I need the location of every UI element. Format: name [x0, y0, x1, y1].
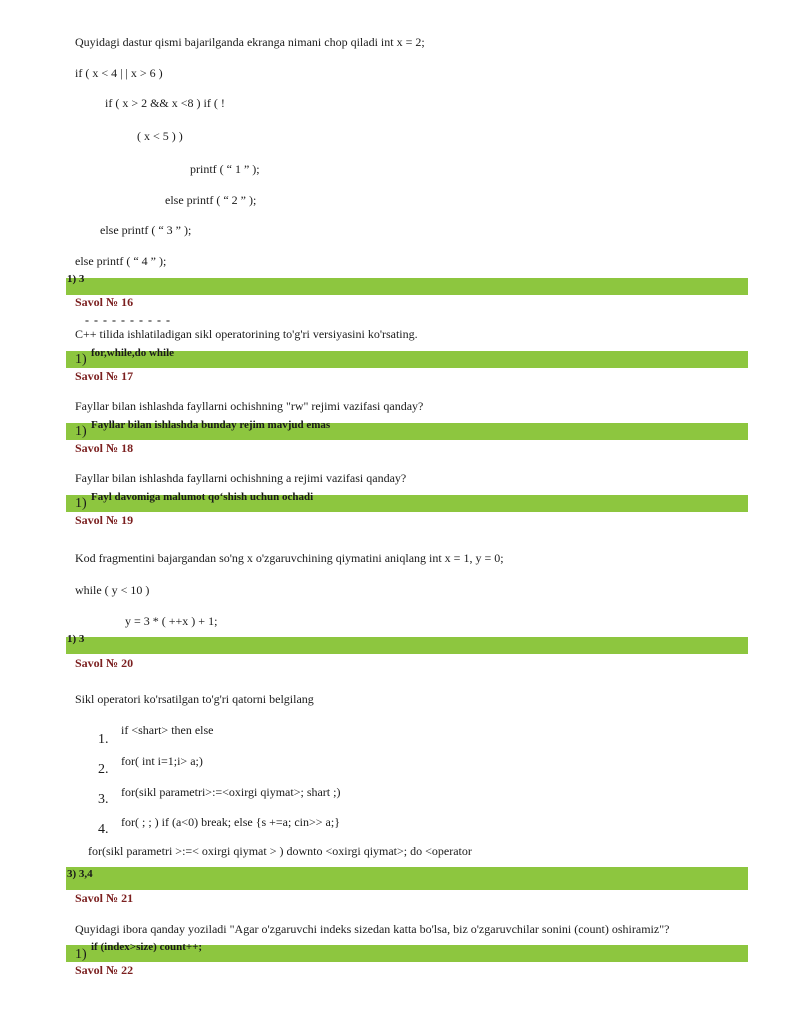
code-line: if ( x < 4 | | x > 6 ) — [75, 66, 163, 80]
code-line: y = 3 * ( ++x ) + 1; — [125, 614, 218, 628]
option-number: 4. — [98, 822, 109, 837]
option-text: if <shart> then else — [121, 723, 214, 737]
option-text: for( ; ; ) if (a<0) break; else {s +=a; cin>> a;} — [121, 815, 340, 829]
answer-text: for,while,do while — [91, 347, 175, 359]
question-text: Quyidagi ibora qanday yoziladi "Agar o'zgaruvchi indeks sizedan katta bo'lsa, biz o'zgaruvchilar sonini (count) oshiramiz"? — [75, 922, 670, 936]
code-line: else printf ( “ 2 ” ); — [165, 193, 257, 207]
answer-highlight — [66, 867, 748, 890]
answer-number: 1) — [75, 352, 87, 367]
option-text: for( int i=1;i> a;) — [121, 754, 203, 768]
option-text: for(sikl parametri>:=<oxirgi qiymat>; shart ;) — [121, 785, 341, 799]
answer-text: Fayl davomiga malumot qo‘shish uchun ochadi — [91, 491, 314, 503]
code-line: else printf ( “ 4 ” ); — [75, 254, 167, 268]
answer-number: 1) — [75, 947, 87, 962]
code-line: while ( y < 10 ) — [75, 583, 150, 597]
question-text: Fayllar bilan ishlashda fayllarni ochishning a rejimi vazifasi qanday? — [75, 471, 407, 485]
option-number: 2. — [98, 762, 109, 777]
question-number: Savol № 22 — [75, 963, 134, 977]
question-text: C++ tilida ishlatiladigan sikl operatorining to'g'ri versiyasini ko'rsating. — [75, 327, 418, 341]
question-text: Quyidagi dastur qismi bajarilganda ekranga nimani chop qiladi int x = 2; — [75, 35, 425, 49]
question-number: Savol № 21 — [75, 891, 134, 905]
option-extra-text: for(sikl parametri >:=< oxirgi qiymat > ) downto <oxirgi qiymat>; do <operator — [88, 844, 472, 858]
code-line: if ( x > 2 && x <8 ) if ( ! — [105, 96, 225, 110]
dashes: - - - - - - - - - - — [85, 313, 171, 327]
answer-text: Fayllar bilan ishlashda bunday rejim mavjud emas — [91, 419, 331, 431]
code-line: else printf ( “ 3 ” ); — [100, 223, 192, 237]
code-line: printf ( “ 1 ” ); — [190, 162, 260, 176]
question-number: Savol № 17 — [75, 369, 134, 383]
code-line: ( x < 5 ) ) — [137, 129, 183, 143]
question-text: Sikl operatori ko'rsatilgan to'g'ri qatorni belgilang — [75, 692, 314, 706]
question-number: Savol № 20 — [75, 656, 134, 670]
question-text: Fayllar bilan ishlashda fayllarni ochishning "rw" rejimi vazifasi qanday? — [75, 399, 424, 413]
answer-number: 1) — [75, 424, 87, 439]
question-number: Savol № 19 — [75, 513, 134, 527]
answer-text: 1) 3 — [67, 633, 85, 645]
answer-number: 1) — [75, 496, 87, 511]
question-number: Savol № 16 — [75, 295, 134, 309]
answer-text: 1) 3 — [67, 273, 85, 285]
question-text: Kod fragmentini bajargandan so'ng x o'zgaruvchining qiymatini aniqlang int x = 1, y = 0; — [75, 551, 504, 565]
answer-highlight — [66, 637, 748, 654]
option-number: 1. — [98, 732, 109, 747]
answer-text: 3) 3,4 — [67, 868, 93, 880]
question-number: Savol № 18 — [75, 441, 134, 455]
answer-text: if (index>size) count++; — [91, 941, 203, 953]
option-number: 3. — [98, 792, 109, 807]
answer-highlight — [66, 278, 748, 295]
